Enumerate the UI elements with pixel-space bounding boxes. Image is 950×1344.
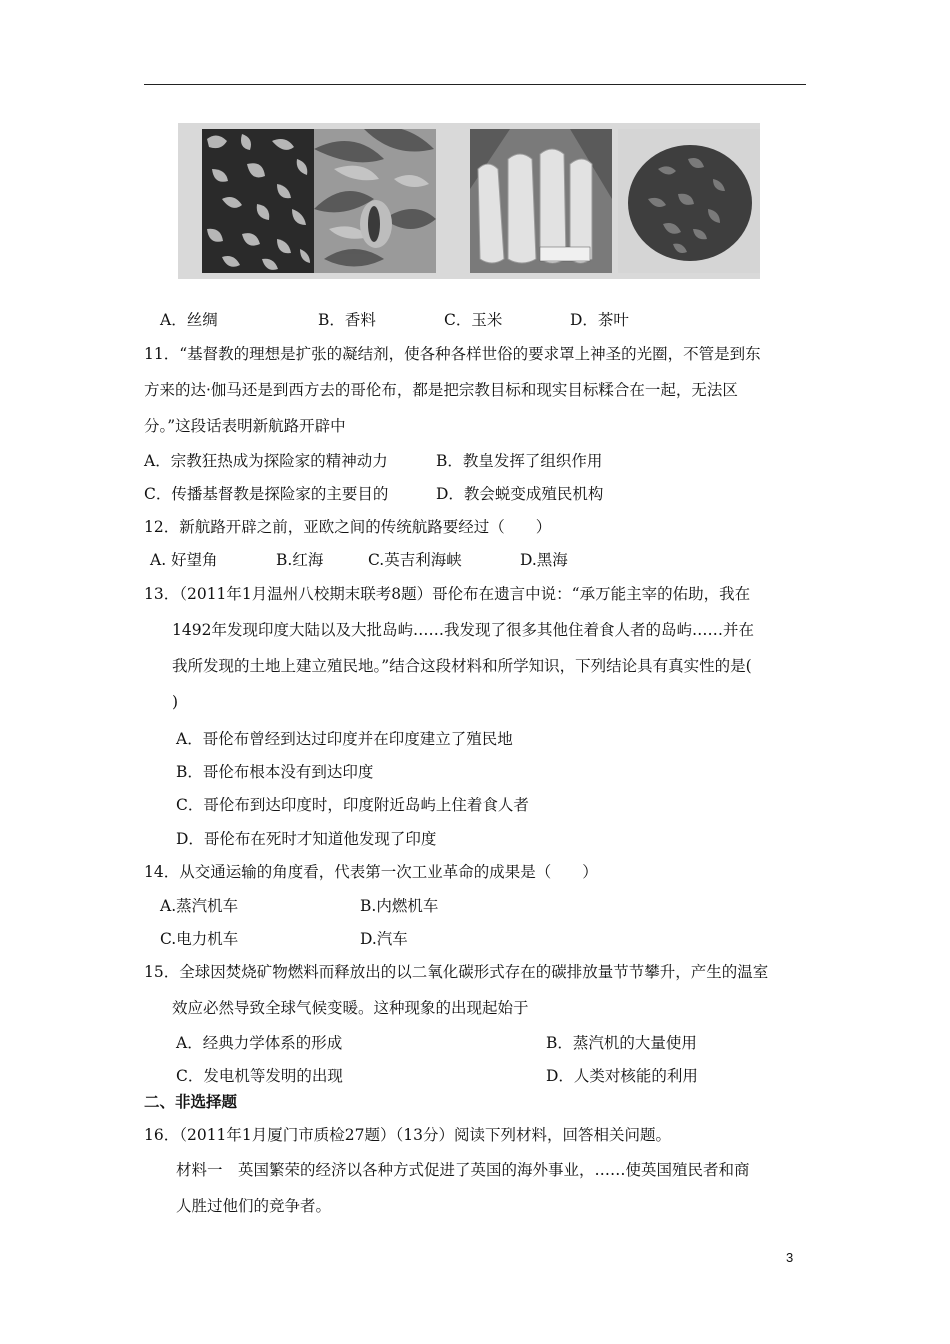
q13-option-a: A．哥伦布曾经到达过印度并在印度建立了殖民地 <box>176 730 513 748</box>
q14-option-b: B.内燃机车 <box>360 897 439 915</box>
q15-option-d: D．人类对核能的利用 <box>546 1067 698 1085</box>
q14-option-a: A.蒸汽机车 <box>160 897 239 915</box>
q15-stem-line1: 15．全球因焚烧矿物燃料而释放出的以二氧化碳形式存在的碳排放量节节攀升，产生的温室 <box>144 963 769 981</box>
q10-option-c: C．玉米 <box>444 311 503 329</box>
q13-stem-line4: ) <box>172 693 179 711</box>
q10-photo-strip <box>178 123 760 279</box>
q14-option-c: C.电力机车 <box>160 930 239 948</box>
q11-stem-line1: 11．“基督教的理想是扩张的凝结剂，使各种各样世俗的要求罩上神圣的光圈，不管是到东 <box>144 345 761 363</box>
q16-material1-line1: 材料一 英国繁荣的经济以各种方式促进了英国的海外事业，……使英国殖民者和商 <box>176 1161 750 1179</box>
q10-option-b: B．香料 <box>318 311 376 329</box>
q11-option-b: B．教皇发挥了组织作用 <box>436 452 603 470</box>
q12-option-c: C.英吉利海峡 <box>368 551 462 569</box>
corn-photo <box>470 129 612 273</box>
section-heading-nonchoice: 二、非选择题 <box>144 1092 238 1111</box>
q15-option-c: C．发电机等发明的出现 <box>176 1067 343 1085</box>
q10-option-a: A．丝绸 <box>160 311 218 329</box>
q11-option-a: A．宗教狂热成为探险家的精神动力 <box>144 452 388 470</box>
q12-option-d: D.黑海 <box>520 551 568 569</box>
page-number: 3 <box>786 1250 794 1265</box>
q13-stem-line1: 13．（2011年1月温州八校期末联考8题）哥伦布在遗言中说：“承万能主宰的佑助，我在 <box>144 585 751 603</box>
q13-stem-line3: 我所发现的土地上建立殖民地。”结合这段材料和所学知识，下列结论具有真实性的是( <box>172 657 752 675</box>
q11-stem-line2: 方来的达·伽马还是到西方去的哥伦布，都是把宗教目标和现实目标糅合在一起，无法区 <box>144 381 738 399</box>
q13-option-b: B．哥伦布根本没有到达印度 <box>176 763 374 781</box>
spice-photo <box>314 129 436 273</box>
q13-stem-line2: 1492年发现印度大陆以及大批岛屿……我发现了很多其他住着食人者的岛屿……并在 <box>172 621 754 639</box>
q14-stem: 14．从交通运输的角度看，代表第一次工业革命的成果是（ ） <box>144 863 598 881</box>
q12-option-a: A. 好望角 <box>150 551 218 569</box>
q15-stem-line2: 效应必然导致全球气候变暖。这种现象的出现起始于 <box>172 999 529 1017</box>
q11-stem-line3: 分。”这段话表明新航路开辟中 <box>144 417 346 435</box>
header-rule <box>144 84 806 85</box>
q13-option-c: C．哥伦布到达印度时，印度附近岛屿上住着食人者 <box>176 796 529 814</box>
q16-material1-line2: 人胜过他们的竞争者。 <box>176 1197 332 1215</box>
q11-option-c: C．传播基督教是探险家的主要目的 <box>144 485 389 503</box>
q15-option-a: A．经典力学体系的形成 <box>176 1034 343 1052</box>
silk-photo <box>202 129 320 273</box>
q14-option-d: D.汽车 <box>360 930 408 948</box>
q10-option-d: D．茶叶 <box>570 311 629 329</box>
q12-option-b: B.红海 <box>276 551 324 569</box>
q13-option-d: D．哥伦布在死时才知道他发现了印度 <box>176 830 437 848</box>
q15-option-b: B．蒸汽机的大量使用 <box>546 1034 697 1052</box>
q16-stem: 16．（2011年1月厦门市质检27题）（13分）阅读下列材料，回答相关问题。 <box>144 1126 671 1144</box>
tea-photo <box>618 129 760 273</box>
q12-stem: 12．新航路开辟之前，亚欧之间的传统航路要经过（ ） <box>144 518 552 536</box>
q11-option-d: D．教会蜕变成殖民机构 <box>436 485 604 503</box>
